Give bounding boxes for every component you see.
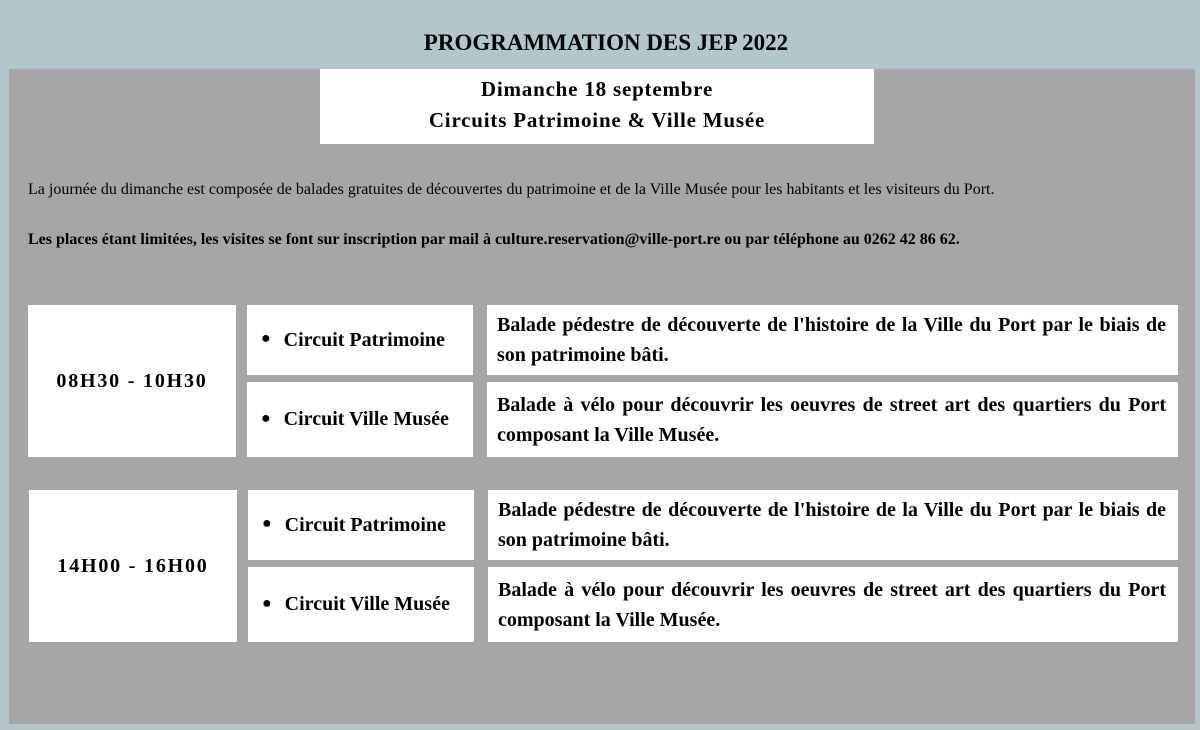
circuit-description-cell [488, 490, 1178, 560]
intro-text: La journée du dimanche est composée de balades gratuites de découvertes du patrimoine et de la Ville Musée pour les habitants et les visiteurs du Port. [28, 181, 995, 198]
circuit-cell [248, 567, 474, 642]
circuit-description-cell [488, 567, 1178, 642]
circuit-cell [248, 490, 474, 560]
circuit-description-cell [487, 382, 1178, 457]
circuit-name: Circuit Patrimoine [284, 513, 446, 536]
time-slot-2 [29, 490, 237, 642]
time-slot-label: 08H30 - 10H30 [56, 369, 208, 392]
time-slot-1 [28, 305, 236, 457]
bullet-icon: ● [261, 330, 271, 347]
circuit-description: Balade à vélo pour découvrir les oeuvres de street art des quartiers du Port composant la Ville Musée. [498, 578, 1166, 631]
day-header [320, 69, 874, 144]
day-date: Dimanche 18 septembre [480, 77, 714, 101]
circuit-cell [247, 382, 473, 457]
circuit-description-cell [487, 305, 1178, 375]
circuit-cell [247, 305, 473, 375]
registration-note: Les places étant limitées, les visites se font sur inscription par mail à culture.reservation@ville-port.re ou par téléphone au 0262 42 86 62. [28, 231, 960, 248]
circuit-description: Balade à vélo pour découvrir les oeuvres de street art des quartiers du Port composant la Ville Musée. [497, 393, 1166, 446]
time-slot-label: 14H00 - 16H00 [57, 554, 209, 577]
circuit-name: Circuit Ville Musée [284, 593, 450, 615]
circuit-description: Balade pédestre de découverte de l'histoire de la Ville du Port par le biais de son patrimoine bâti. [497, 314, 1166, 366]
page-title: PROGRAMMATION DES JEP 2022 [423, 30, 789, 55]
bullet-icon: ● [261, 409, 271, 427]
day-subtitle: Circuits Patrimoine & Ville Musée [428, 108, 766, 132]
circuit-name: Circuit Patrimoine [283, 328, 445, 351]
bullet-icon: ● [262, 594, 272, 612]
circuit-description: Balade pédestre de découverte de l'histoire de la Ville du Port par le biais de son patrimoine bâti. [498, 499, 1166, 551]
bullet-icon: ● [262, 515, 272, 532]
circuit-name: Circuit Ville Musée [283, 408, 449, 430]
